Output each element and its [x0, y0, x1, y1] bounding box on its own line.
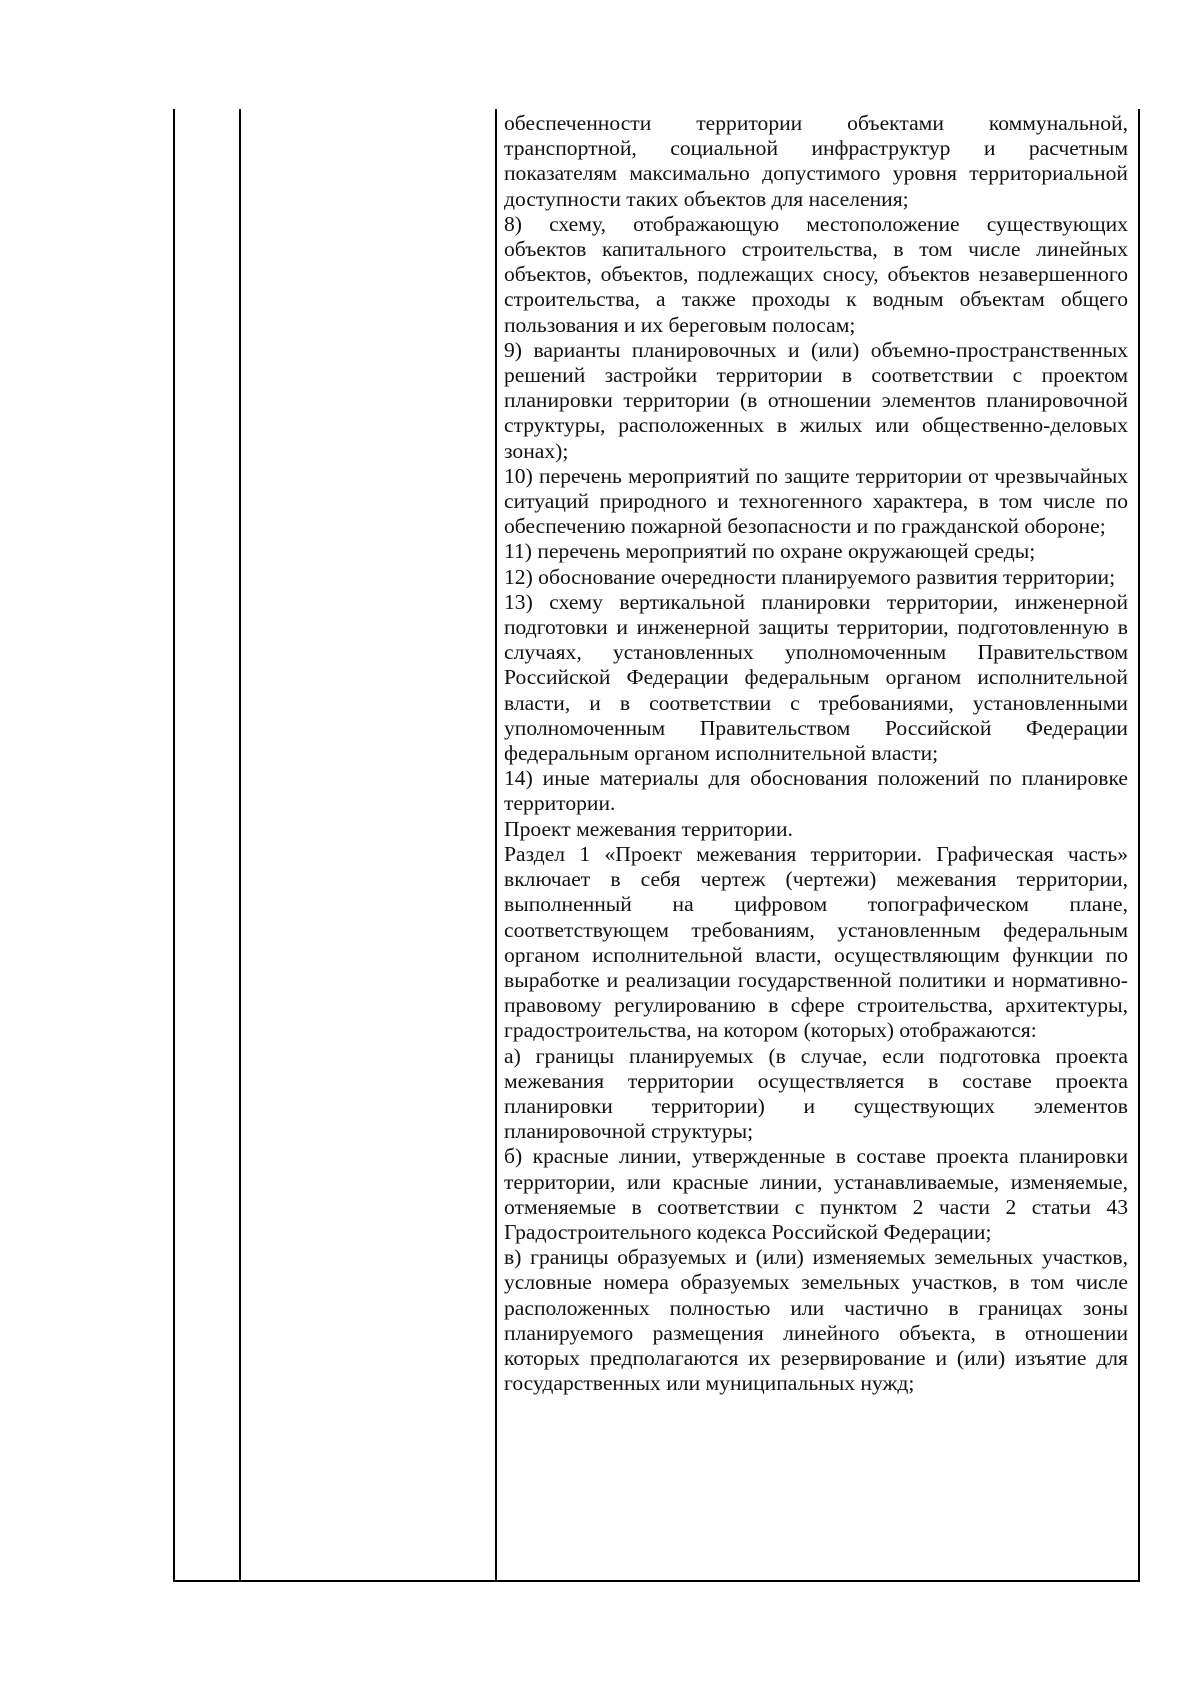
paragraph: 14) иные материалы для обоснования положений по планировке территории. [504, 766, 1128, 816]
table-column-divider-2 [495, 109, 497, 1582]
table-bottom-border [173, 1580, 1140, 1582]
paragraph: обеспеченности территории объектами коммунальной, транспортной, социальной инфраструктур и расчетным показателям максимально допустимого уровня территориальной доступности таких объектов для населения; [504, 111, 1128, 211]
section-heading: Проект межевания территории. [504, 816, 793, 841]
table-column-divider-1 [239, 109, 241, 1582]
paragraph: Раздел 1 «Проект межевания территории. Графическая часть» включает в себя чертеж (чертежи) межевания территории, выполненный на цифровом топографическом плане, соответствующем требованиям, установленным федеральным органом исполнительной власти, осуществляющим функции по выработке и реализации государственной политики и нормативно-правовому регулированию в сфере строительства, архитектуры, градостроительства, на котором (которых) отображаются: [504, 841, 1128, 1043]
paragraph: 9) варианты планировочных и (или) объемно-пространственных решений застройки территории в соответствии с проектом планировки территории (в отношении элементов планировочной структуры, расположенных в жилых или общественно-деловых зонах); [504, 337, 1128, 463]
paragraph: в) границы образуемых и (или) изменяемых земельных участков, условные номера образуемых земельных участков, в том числе расположенных полностью или частично в границах зоны планируемого размещения линейного объекта, в отношении которых предполагаются их резервирование и (или) изъятие для государственных или муниципальных нужд; [504, 1245, 1128, 1396]
table-border-right [1138, 109, 1140, 1582]
table-cell-text [504, 111, 1128, 1396]
paragraph: а) границы планируемых (в случае, если подготовка проекта межевания территории осуществляется в составе проекта планировки территории) и существующих элементов планировочной структуры; [504, 1043, 1128, 1144]
paragraph: 13) схему вертикальной планировки территории, инженерной подготовки и инженерной защиты территории, подготовленную в случаях, установленных уполномоченным Правительством Российской Федерации федеральным органом исполнительной власти, и в соответствии с требованиями, установленными уполномоченным Правительством Российской Федерации федеральным органом исполнительной власти; [504, 589, 1128, 766]
table-border-left [173, 109, 175, 1582]
paragraph: 12) обоснование очередности планируемого развития территории; [504, 564, 1116, 589]
paragraph: 11) перечень мероприятий по охране окружающей среды; [504, 539, 1036, 564]
paragraph: 8) схему, отображающую местоположение существующих объектов капитального строительства, в том числе линейных объектов, объектов, подлежащих сносу, объектов незавершенного строительства, а также проходы к водным объектам общего пользования и их береговым полосам; [504, 211, 1128, 337]
paragraph: 10) перечень мероприятий по защите территории от чрезвычайных ситуаций природного и техногенного характера, в том числе по обеспечению пожарной безопасности и по гражданской обороне; [504, 463, 1128, 539]
paragraph: б) красные линии, утвержденные в составе проекта планировки территории, или красные линии, устанавливаемые, изменяемые, отменяемые в соответствии с пунктом 2 части 2 статьи 43 Градостроительного кодекса Российской Федерации; [504, 1144, 1128, 1244]
